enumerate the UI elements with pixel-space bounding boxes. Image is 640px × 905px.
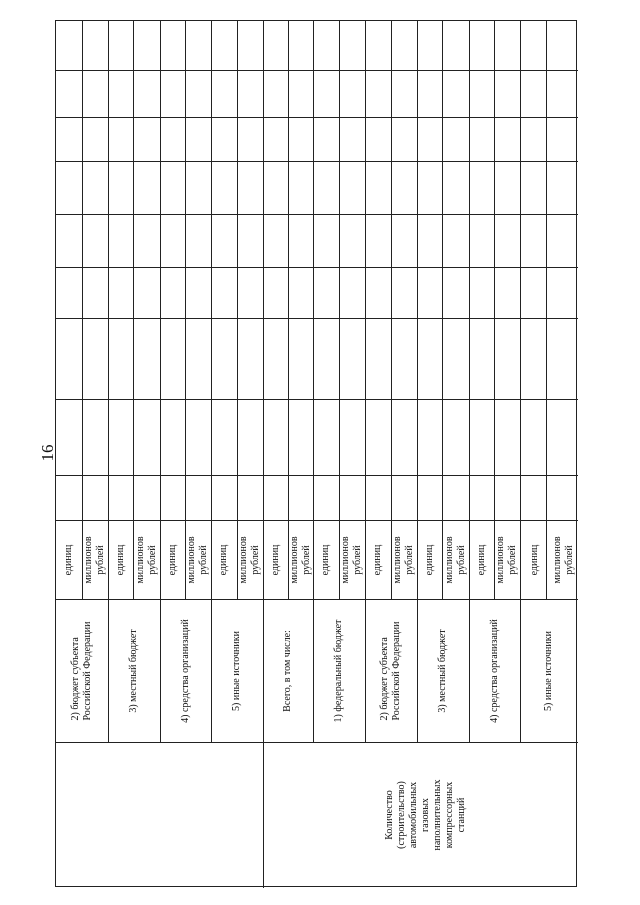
unit-money-label: миллионов рублей (444, 535, 467, 584)
funding-source-label: 4) средства организаций (488, 618, 500, 723)
unit-count-label: единиц (528, 544, 540, 575)
funding-source-label: 5) иные источники (543, 630, 554, 711)
unit-money-label: миллионов рублей (238, 535, 261, 584)
funding-source-label: 2) бюджет субъекта Российской Федерации (379, 620, 402, 721)
unit-count-label: единиц (424, 544, 435, 575)
funding-source-label: 3) местный бюджет (437, 628, 448, 713)
unit-money-label: миллионов рублей (83, 535, 106, 584)
funding-source-label: Всего, в том числе: (282, 629, 293, 712)
unit-money-label: миллионов рублей (392, 535, 415, 584)
funding-source-label: 4) средства организаций (179, 618, 191, 723)
unit-count-label: единиц (269, 544, 281, 575)
funding-source-label: 2) бюджет субъекта Российской Федерации (70, 620, 93, 721)
unit-count-label: единиц (372, 544, 383, 575)
unit-count-label: единиц (63, 544, 74, 575)
unit-count-label: единиц (475, 544, 487, 575)
unit-money-label: миллионов рублей (551, 535, 575, 584)
unit-money-label: миллионов рублей (135, 535, 158, 584)
unit-money-label: миллионов рублей (186, 535, 210, 584)
indicators-table (55, 20, 577, 887)
funding-source-label: 3) местный бюджет (128, 628, 139, 713)
unit-money-label: миллионов рублей (340, 535, 363, 584)
unit-money-label: миллионов рублей (495, 535, 519, 584)
indicator-name: Количество (строительство) автомобильных газовых наполнительных компрессорных станций (384, 779, 467, 851)
funding-source-label: 1) федеральный бюджет (333, 619, 344, 722)
page-number: 16 (38, 444, 57, 462)
unit-count-label: единиц (166, 544, 178, 575)
unit-money-label: миллионов рублей (288, 535, 312, 584)
unit-count-label: единиц (115, 544, 126, 575)
funding-source-label: 5) иные источники (231, 630, 242, 711)
unit-count-label: единиц (320, 544, 331, 575)
unit-count-label: единиц (218, 544, 229, 575)
